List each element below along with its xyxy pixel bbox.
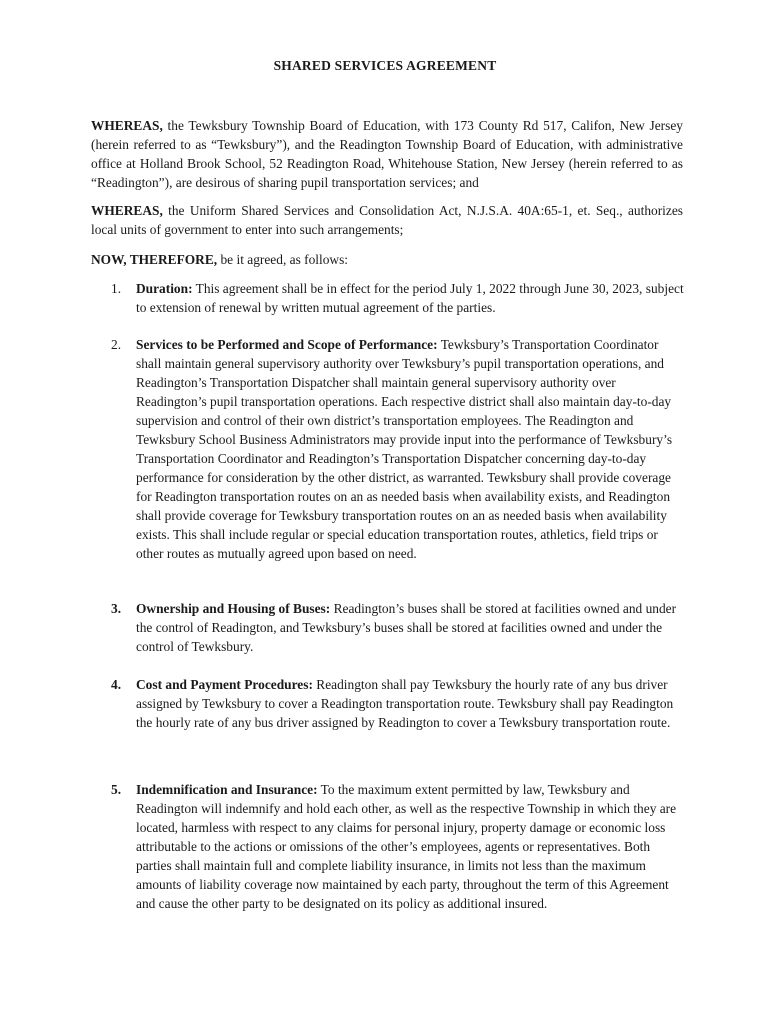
- list-item-ownership: [91, 599, 683, 656]
- list-item-text: Readington’s buses shall be stored at facilities owned and under the control of Readington, and Tewksbury’s buses shall be stored at facilities owned and under the control of Tewksbury.: [136, 601, 677, 654]
- list-item-text: Readington shall pay Tewksbury the hourly rate of any bus driver assigned by Tewksbury to cover a Readington transportation route. Tewksbury shall pay Readington the hourly rate of any bus driver assigned by Readington to cover a Tewksbury transportation route.: [136, 677, 674, 730]
- list-item-heading: Ownership and Housing of Buses:: [136, 601, 331, 616]
- whereas-lead-1: WHEREAS,: [91, 118, 163, 133]
- list-item-cost: [91, 675, 683, 732]
- list-item-heading: Cost and Payment Procedures:: [136, 677, 313, 692]
- whereas-text-2: the Uniform Shared Services and Consolidation Act, N.J.S.A. 40A:65-1, et. Seq., authorizes local units of government to enter into such arrangements;: [91, 203, 683, 237]
- now-therefore-lead: NOW, THEREFORE,: [91, 252, 218, 267]
- list-item-number: 4.: [111, 677, 122, 692]
- list-item-text: To the maximum extent permitted by law, Tewksbury and Readington will indemnify and hold each other, as well as the respective Township in which they are located, harmless with respect to any claims for personal injury, property damage or economic loss attributable to the actions or omissions of the other’s employees, agents or representatives. Both parties shall maintain full and complete liability insurance, in limits not less than the maximum amounts of liability coverage now maintained by each party, throughout the term of this Agreement and cause the other party to be designated on its policy as additional insured.: [136, 782, 677, 911]
- list-item-services: [91, 335, 683, 563]
- list-item-duration: [91, 279, 683, 317]
- list-item-heading: Indemnification and Insurance:: [136, 782, 318, 797]
- whereas-lead-2: WHEREAS,: [91, 203, 163, 218]
- list-item-number: 5.: [111, 782, 122, 797]
- list-item-heading: Duration:: [136, 281, 193, 296]
- list-item-heading: Services to be Performed and Scope of Performance:: [136, 337, 438, 352]
- list-item-indemnification: [91, 780, 683, 913]
- list-item-text: This agreement shall be in effect for the period July 1, 2022 through June 30, 2023, subject to extension of renewal by written mutual agreement of the parties.: [136, 281, 684, 315]
- whereas-text-1: the Tewksbury Township Board of Education, with 173 County Rd 517, Califon, New Jersey (herein referred to as “Tewksbury”), and the Readington Township Board of Education, with administrative office at Holland Brook School, 52 Readington Road, Whitehouse Station, New Jersey (herein referred to as “Readington”), are desirous of sharing pupil transportation services; and: [91, 118, 683, 190]
- list-item-number: 1.: [111, 281, 122, 296]
- list-item-number: 3.: [111, 601, 122, 616]
- list-item-text: Tewksbury’s Transportation Coordinator shall maintain general supervisory authority over Tewksbury’s pupil transportation operations, and Readington’s Transportation Dispatcher shall maintain general supervisory authority over Readington’s pupil transportation operations. Each respective district shall also maintain day-to-day supervision and control of their own district’s transportation employees. The Readington and Tewksbury School Business Administrators may provide input into the performance of Tewksbury’s Transportation Coordinator and Readington’s Transportation Dispatcher concerning day-to-day performance for consideration by the other district, as warranted. Tewksbury shall provide coverage for Readington transportation routes on an as needed basis when availability exists, and Readington shall provide coverage for Tewksbury transportation routes on an as needed basis when availability exists. This shall include regular or special education transportation routes, athletics, field trips or other routes as mutually agreed upon based on need.: [136, 337, 673, 561]
- document-title: SHARED SERVICES AGREEMENT: [273, 58, 497, 73]
- whereas-paragraph-1: [91, 116, 683, 192]
- now-therefore-text: be it agreed, as follows:: [220, 252, 349, 267]
- now-therefore-paragraph: [91, 250, 683, 269]
- list-item-number: 2.: [111, 337, 122, 352]
- whereas-paragraph-2: [91, 201, 683, 239]
